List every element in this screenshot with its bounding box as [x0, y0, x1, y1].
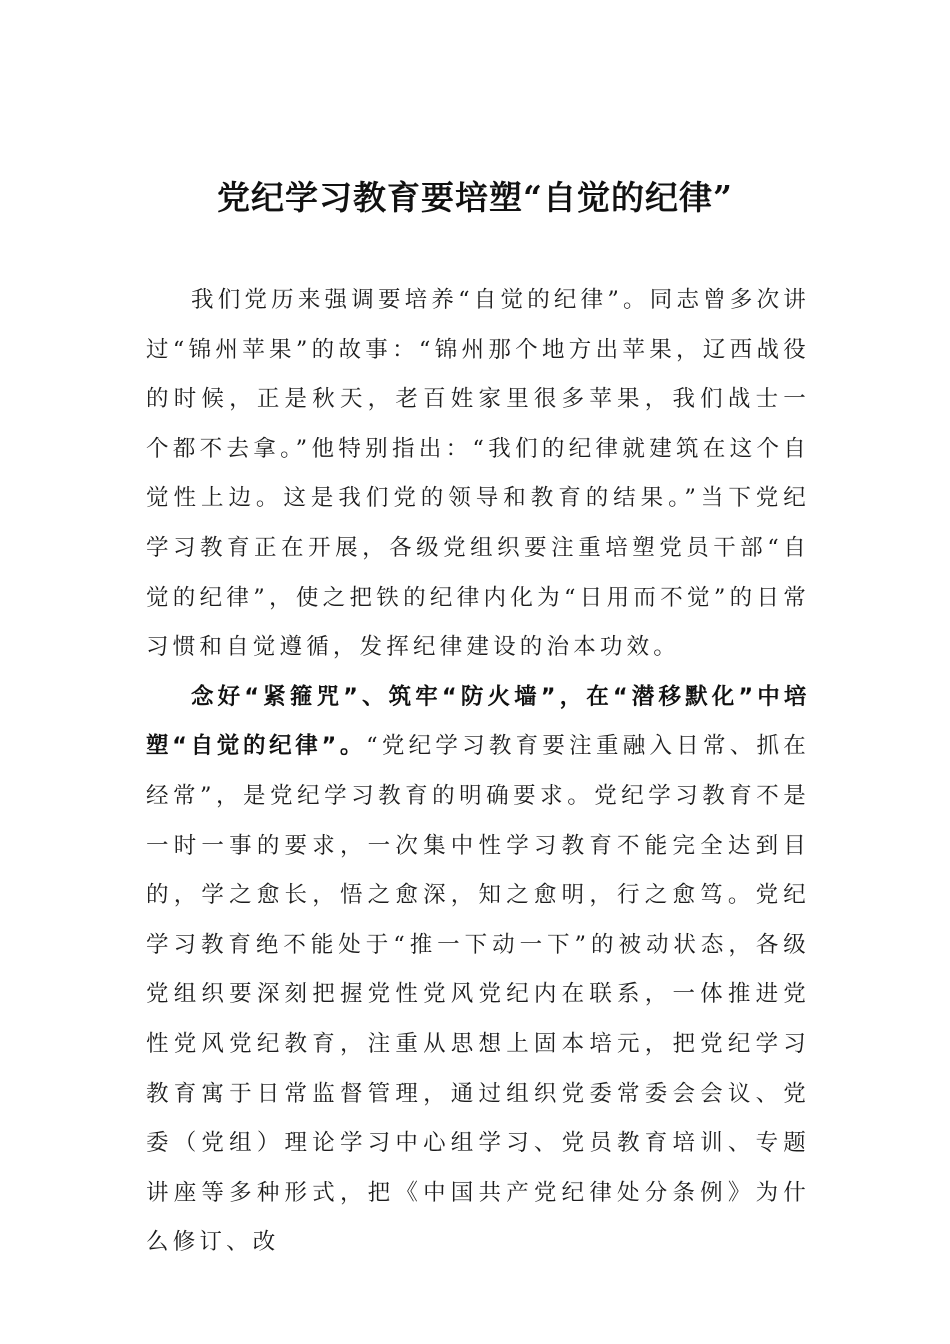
document-title: 党纪学习教育要培塑“自觉的纪律”	[217, 178, 733, 217]
paragraph-1	[146, 276, 810, 673]
document-body	[146, 276, 810, 1268]
paragraph-2	[146, 673, 810, 1268]
paragraph-2-lead: 念好“紧箍咒”、筑牢“防火墙”，在“潜移默化”中培塑“自觉的纪律”。	[146, 683, 810, 760]
paragraph-2-text: “党纪学习教育要注重融入日常、抓在经常”，是党纪学习教育的明确要求。党纪学习教育不是一时一事的要求，一次集中性学习教育不能完全达到目的，学之愈长，悟之愈深，知之愈明，行之愈笃。党纪学习教育绝不能处于“推一下动一下”的被动状态，各级党组织要深刻把握党性党风党纪内在联系，一体推进党性党风党纪教育，注重从思想上固本培元，把党纪学习教育寓于日常监督管理，通过组织党委常委会会议、党委（党组）理论学习中心组学习、党员教育培训、专题讲座等多种形式，把《中国共产党纪律处分条例》为什么修订、改	[146, 733, 810, 1256]
paragraph-1-text: 我们党历来强调要培养“自觉的纪律”。同志曾多次讲过“锦州苹果”的故事：“锦州那个地方出苹果，辽西战役的时候，正是秋天，老百姓家里很多苹果，我们战士一个都不去拿。”他特别指出：“我们的纪律就建筑在这个自觉性上边。这是我们党的领导和教育的结果。”当下党纪学习教育正在开展，各级党组织要注重培塑党员干部“自觉的纪律”，使之把铁的纪律内化为“日用而不觉”的日常习惯和自觉遵循，发挥纪律建设的治本功效。	[146, 287, 810, 661]
